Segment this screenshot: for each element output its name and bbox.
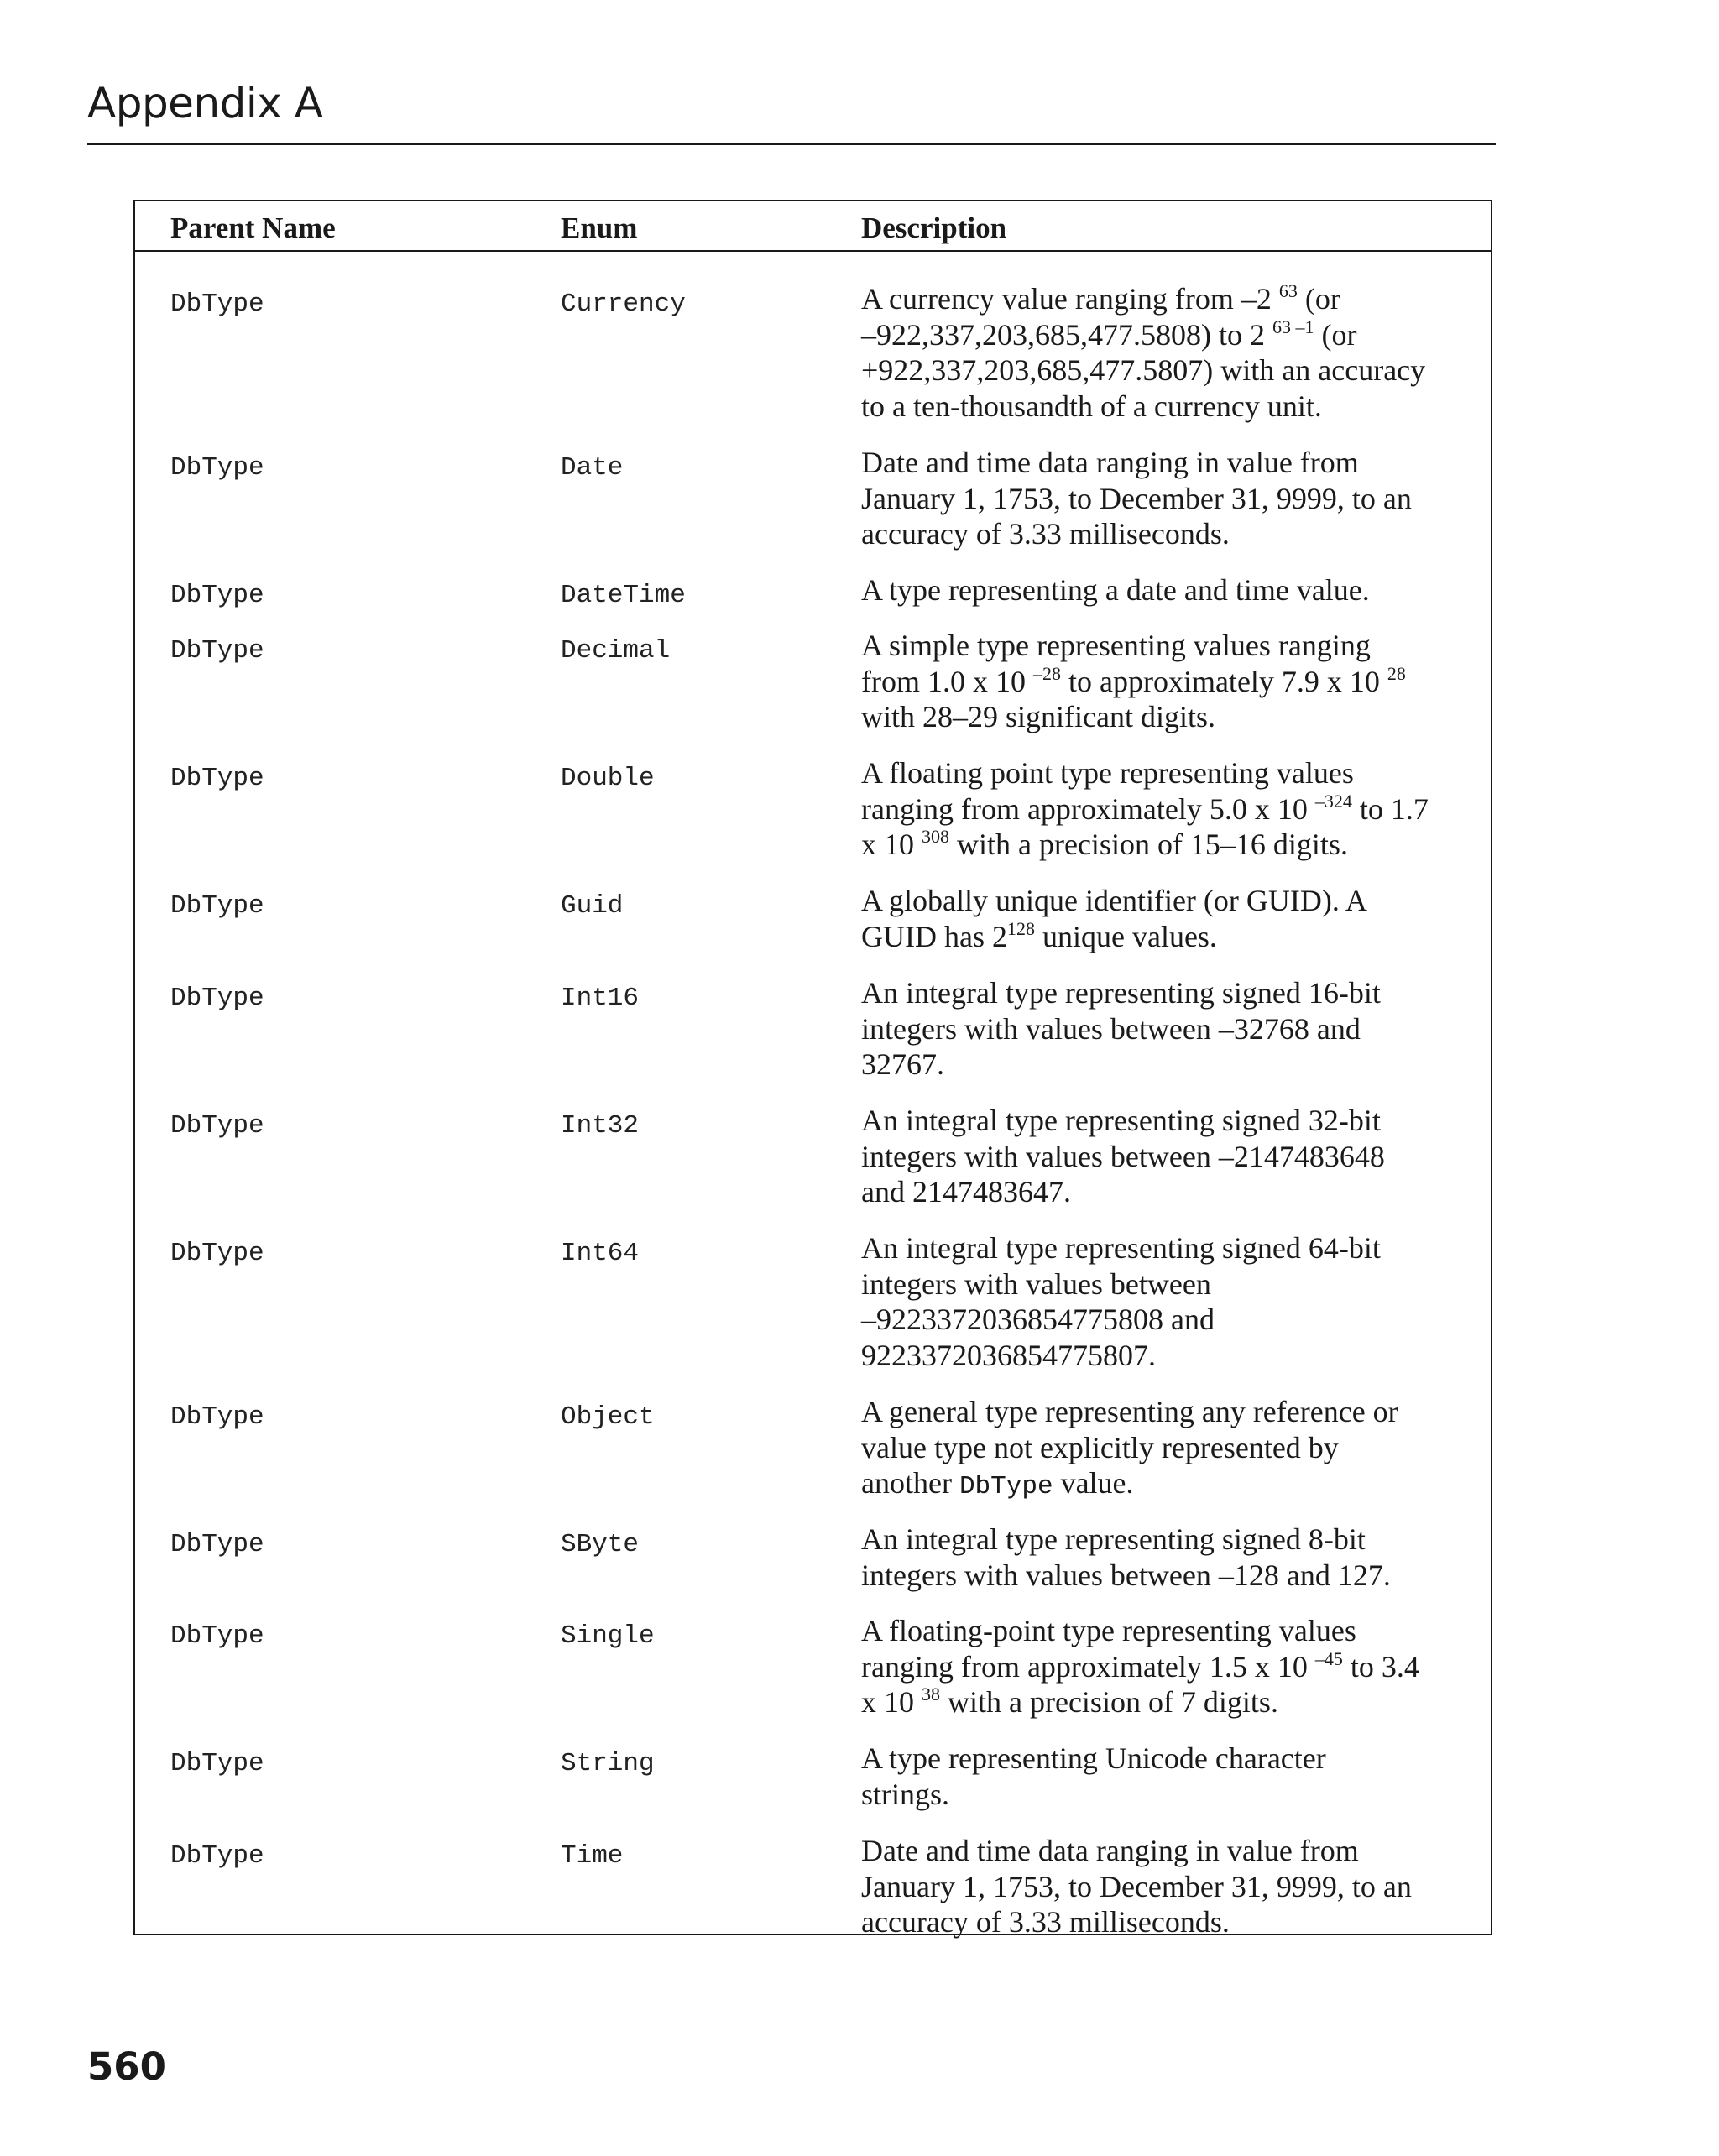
description-cell: A simple type representing values ranging from 1.0 x 10 $^{-28}$ to approximately 7.9 x 10 $^{28}$ with 28–29 significant digits. [861, 629, 1406, 733]
enum-cell: Date [561, 453, 624, 483]
dbtype-table [133, 200, 1492, 1939]
enum-cell: Int16 [561, 984, 640, 1013]
header-rule [87, 143, 1496, 145]
column-header-parent-name: Parent Name [170, 211, 336, 244]
parent-name-cell: DbType [170, 891, 264, 921]
parent-name-cell: DbType [170, 984, 264, 1013]
enum-cell: Decimal [561, 636, 671, 666]
enum-cell: Single [561, 1621, 655, 1651]
description-cell: A currency value ranging from –2 $^{63}$ (or –922,337,203,685,477.5808) to 2 $^{63 -1}$ (or +922,337,203,685,477.5807) with an accuracy to a ten-thousandth of a currency unit. [861, 280, 1426, 423]
column-header-description: Description [861, 211, 1007, 244]
parent-name-cell: DbType [170, 1111, 264, 1141]
parent-name-cell: DbType [170, 1621, 264, 1651]
description-cell: A type representing a date and time value. [861, 573, 1370, 607]
description-cell: A type representing Unicode character strings. [861, 1741, 1326, 1811]
enum-cell: Int32 [561, 1111, 640, 1141]
parent-name-cell: DbType [170, 1841, 264, 1871]
parent-name-cell: DbType [170, 1749, 264, 1778]
parent-name-cell: DbType [170, 1239, 264, 1268]
description-cell: An integral type representing signed 16-bit integers with values between –32768 and 32767. [861, 976, 1381, 1081]
enum-cell: Currency [561, 290, 686, 319]
enum-cell: DateTime [561, 581, 686, 610]
column-header-enum: Enum [561, 211, 638, 244]
description-cell: An integral type representing signed 32-bit integers with values between –2147483648 and 2147483647. [861, 1104, 1385, 1209]
description-cell: A floating-point type representing values ranging from approximately 1.5 x 10 $^{-45}$ to 3.4 x 10 $^{38}$ with a precision of 7 digits. [861, 1614, 1419, 1719]
parent-name-cell: DbType [170, 1402, 264, 1432]
enum-cell: Object [561, 1402, 655, 1432]
description-cell: An integral type representing signed 64-bit integers with values between –9223372036854775808 and 9223372036854775807. [861, 1231, 1381, 1372]
chapter-title: Appendix A [87, 79, 323, 128]
description-cell: Date and time data ranging in value from January 1, 1753, to December 31, 9999, to an accuracy of 3.33 milliseconds. [861, 446, 1412, 551]
description-cell: A floating point type representing values ranging from approximately 5.0 x 10 $^{-324}$ to 1.7 x 10 $^{308}$ with a precision of 15–16 digits. [861, 756, 1429, 861]
parent-name-cell: DbType [170, 1530, 264, 1559]
description-cell: Date and time data ranging in value from January 1, 1753, to December 31, 9999, to an accuracy of 3.33 milliseconds. [861, 1834, 1412, 1939]
parent-name-cell: DbType [170, 453, 264, 483]
enum-cell: Time [561, 1841, 624, 1871]
enum-cell: SByte [561, 1530, 640, 1559]
description-cell: A general type representing any reference or value type not explicitly represented by another DbType value. [861, 1395, 1398, 1501]
description-cell: A globally unique identifier (or GUID). A GUID has $2^{128}$ unique values. [861, 884, 1367, 953]
parent-name-cell: DbType [170, 636, 264, 666]
parent-name-cell: DbType [170, 764, 264, 793]
parent-name-cell: DbType [170, 290, 264, 319]
description-cell: An integral type representing signed 8-bit integers with values between –128 and 127. [861, 1522, 1391, 1592]
enum-cell: Int64 [561, 1239, 640, 1268]
table-header-row [135, 201, 1491, 252]
parent-name-cell: DbType [170, 581, 264, 610]
enum-cell: Guid [561, 891, 624, 921]
enum-cell: Double [561, 764, 655, 793]
page-number: 560 [87, 2044, 166, 2089]
enum-cell: String [561, 1749, 655, 1778]
